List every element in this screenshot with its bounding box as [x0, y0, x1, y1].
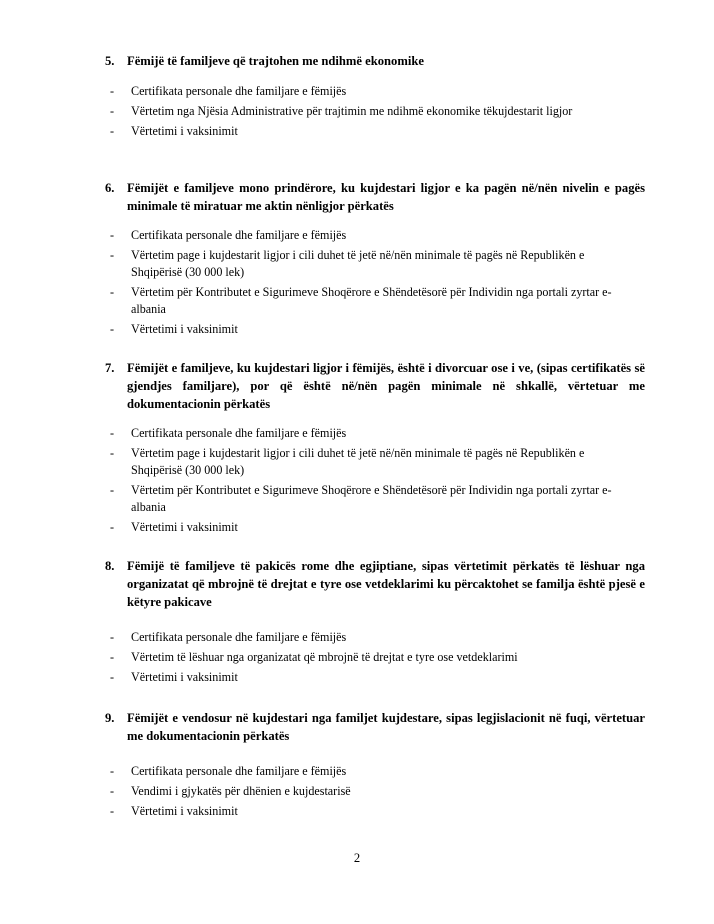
section-number: 8.: [105, 559, 115, 573]
section-5: [0, 52, 714, 143]
section-heading: [105, 179, 645, 215]
requirements-list: [0, 83, 714, 140]
list-item: - Certifikata personale dhe familjare e fëmijës: [110, 764, 347, 778]
list-item: - Certifikata personale dhe familjare e fëmijës: [110, 630, 347, 644]
list-item: - Vërtetimi i vaksinimit: [110, 124, 238, 138]
section-heading-text: Fëmijë të familjeve që trajtohen me ndihmë ekonomike: [127, 54, 424, 68]
section-7: [0, 359, 714, 539]
section-number: 5.: [105, 54, 115, 68]
list-item: - Vërtetim nga Njësia Administrative për trajtimin me ndihmë ekonomike tëkujdestarit ligjor: [110, 104, 573, 118]
list-item: - Certifikata personale dhe familjare e fëmijës: [110, 84, 347, 98]
list-item: - Vërtetim page i kujdestarit ligjor i cili duhet të jetë në/nën minimale të pagës në Republikën e Shqipërisë (30 000 lek): [110, 248, 585, 279]
section-heading: [105, 359, 645, 413]
section-heading: [105, 557, 645, 611]
section-heading-text: Fëmijët e familjeve, ku kujdestari ligjor i fëmijës, është i divorcuar ose i ve, (sipas certifikatës së gjendjes familjare), por që është në/nën pagën minimale në shkallë, vërtetuar me dokumentacionin përkatës: [127, 361, 645, 411]
list-item: - Vërtetim për Kontributet e Sigurimeve Shoqërore e Shëndetësorë për Individin nga portali zyrtar e-albania: [110, 285, 612, 316]
list-item: - Vërtetim të lëshuar nga organizatat që mbrojnë të drejtat e tyre ose vetdeklarimi: [110, 650, 518, 664]
section-6: [0, 179, 714, 341]
requirements-list: [0, 629, 714, 686]
requirements-list: [0, 227, 714, 338]
list-item: - Vërtetimi i vaksinimit: [110, 670, 238, 684]
list-item: - Vërtetim page i kujdestarit ligjor i cili duhet të jetë në/nën minimale të pagës në Republikën e Shqipërisë (30 000 lek): [110, 446, 585, 477]
list-item: - Certifikata personale dhe familjare e fëmijës: [110, 228, 347, 242]
requirements-list: [0, 763, 714, 820]
list-item: - Vendimi i gjykatës për dhënien e kujdestarisë: [110, 784, 351, 798]
section-8: [0, 557, 714, 689]
section-heading-text: Fëmijët e familjeve mono prindërore, ku kujdestari ligjor e ka pagën në/nën nivelin e pagës minimale të miratuar me aktin nënligjor përkatës: [127, 181, 645, 213]
section-number: 9.: [105, 711, 115, 725]
section-number: 6.: [105, 181, 115, 195]
list-item: - Vërtetimi i vaksinimit: [110, 804, 238, 818]
section-9: [0, 709, 714, 823]
list-item: - Vërtetim për Kontributet e Sigurimeve Shoqërore e Shëndetësorë për Individin nga portali zyrtar e-albania: [110, 483, 612, 514]
section-heading-text: Fëmijë të familjeve të pakicës rome dhe egjiptiane, sipas vërtetimit përkatës të lëshuar nga organizatat që mbrojnë të drejtat e tyre ose vetdeklarimi ku përcaktohet se familja është pjesë e këtyre pakicave: [127, 559, 645, 609]
section-heading: [105, 709, 645, 745]
page-number: 2: [353, 851, 361, 865]
section-heading: [105, 52, 645, 70]
section-heading-text: Fëmijët e vendosur në kujdestari nga familjet kujdestare, sipas legjislacionit në fuqi, vërtetuar me dokumentacionin përkatës: [127, 711, 645, 743]
section-number: 7.: [105, 361, 115, 375]
requirements-list: [0, 425, 714, 536]
list-item: - Certifikata personale dhe familjare e fëmijës: [110, 426, 347, 440]
list-item: - Vërtetimi i vaksinimit: [110, 322, 238, 336]
list-item: - Vërtetimi i vaksinimit: [110, 520, 238, 534]
